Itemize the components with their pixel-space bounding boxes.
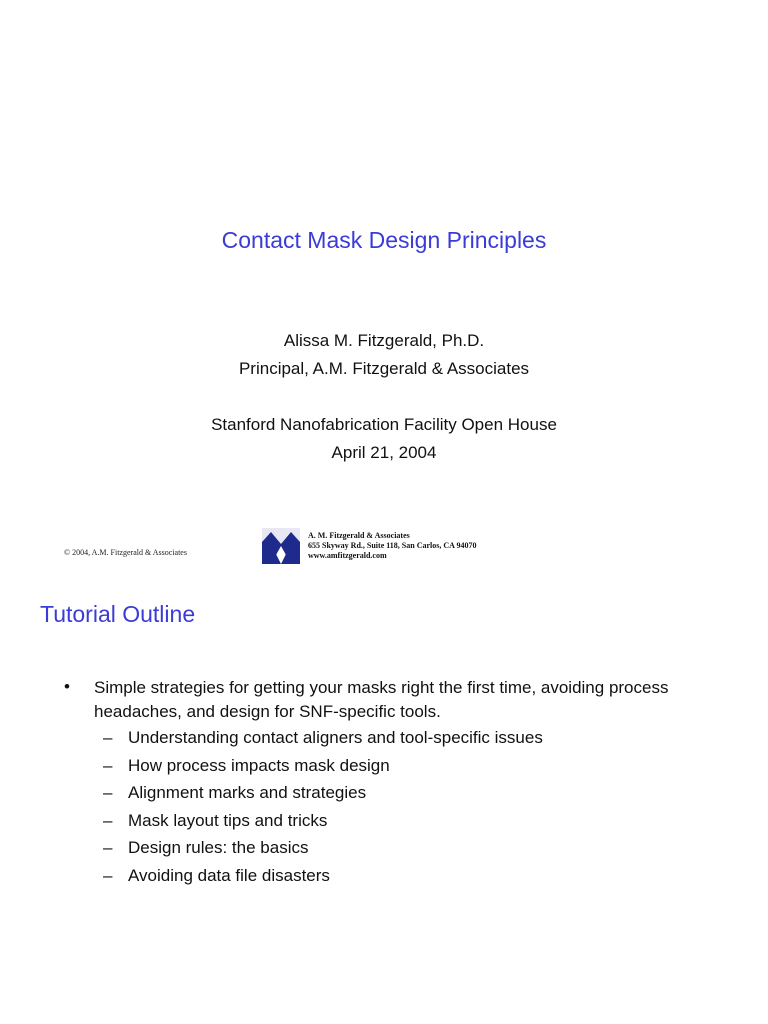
event-name: Stanford Nanofabrication Facility Open House bbox=[211, 415, 557, 434]
author-name: Alissa M. Fitzgerald, Ph.D. bbox=[283, 331, 485, 350]
list-item: – How process impacts mask design bbox=[103, 756, 390, 775]
list-item: – Mask layout tips and tricks bbox=[103, 811, 328, 830]
list-item: – Avoiding data file disasters bbox=[103, 866, 330, 885]
slide-title: Contact Mask Design Principles bbox=[221, 227, 547, 253]
list-item: – Design rules: the basics bbox=[103, 838, 309, 857]
company-address: 655 Skyway Rd., Suite 118, San Carlos, CA 94070 bbox=[308, 541, 477, 550]
company-name: A. M. Fitzgerald & Associates bbox=[308, 531, 410, 540]
list-item: – Alignment marks and strategies bbox=[103, 783, 367, 802]
bullet-marker: • bbox=[64, 677, 70, 696]
section-title: Tutorial Outline bbox=[40, 601, 196, 627]
company-website: www.amfitzgerald.com bbox=[308, 551, 387, 560]
event-date: April 21, 2004 bbox=[331, 443, 437, 462]
bullet-text: Simple strategies for getting your masks right the first time, avoiding process headaches, and design for SNF-specific tools. bbox=[94, 678, 669, 721]
copyright-notice: © 2004, A.M. Fitzgerald & Associates bbox=[64, 548, 187, 557]
company-logo-icon bbox=[262, 528, 300, 564]
author-role: Principal, A.M. Fitzgerald & Associates bbox=[238, 359, 530, 378]
list-item: – Understanding contact aligners and tool-specific issues bbox=[103, 728, 543, 747]
company-info bbox=[308, 531, 476, 561]
